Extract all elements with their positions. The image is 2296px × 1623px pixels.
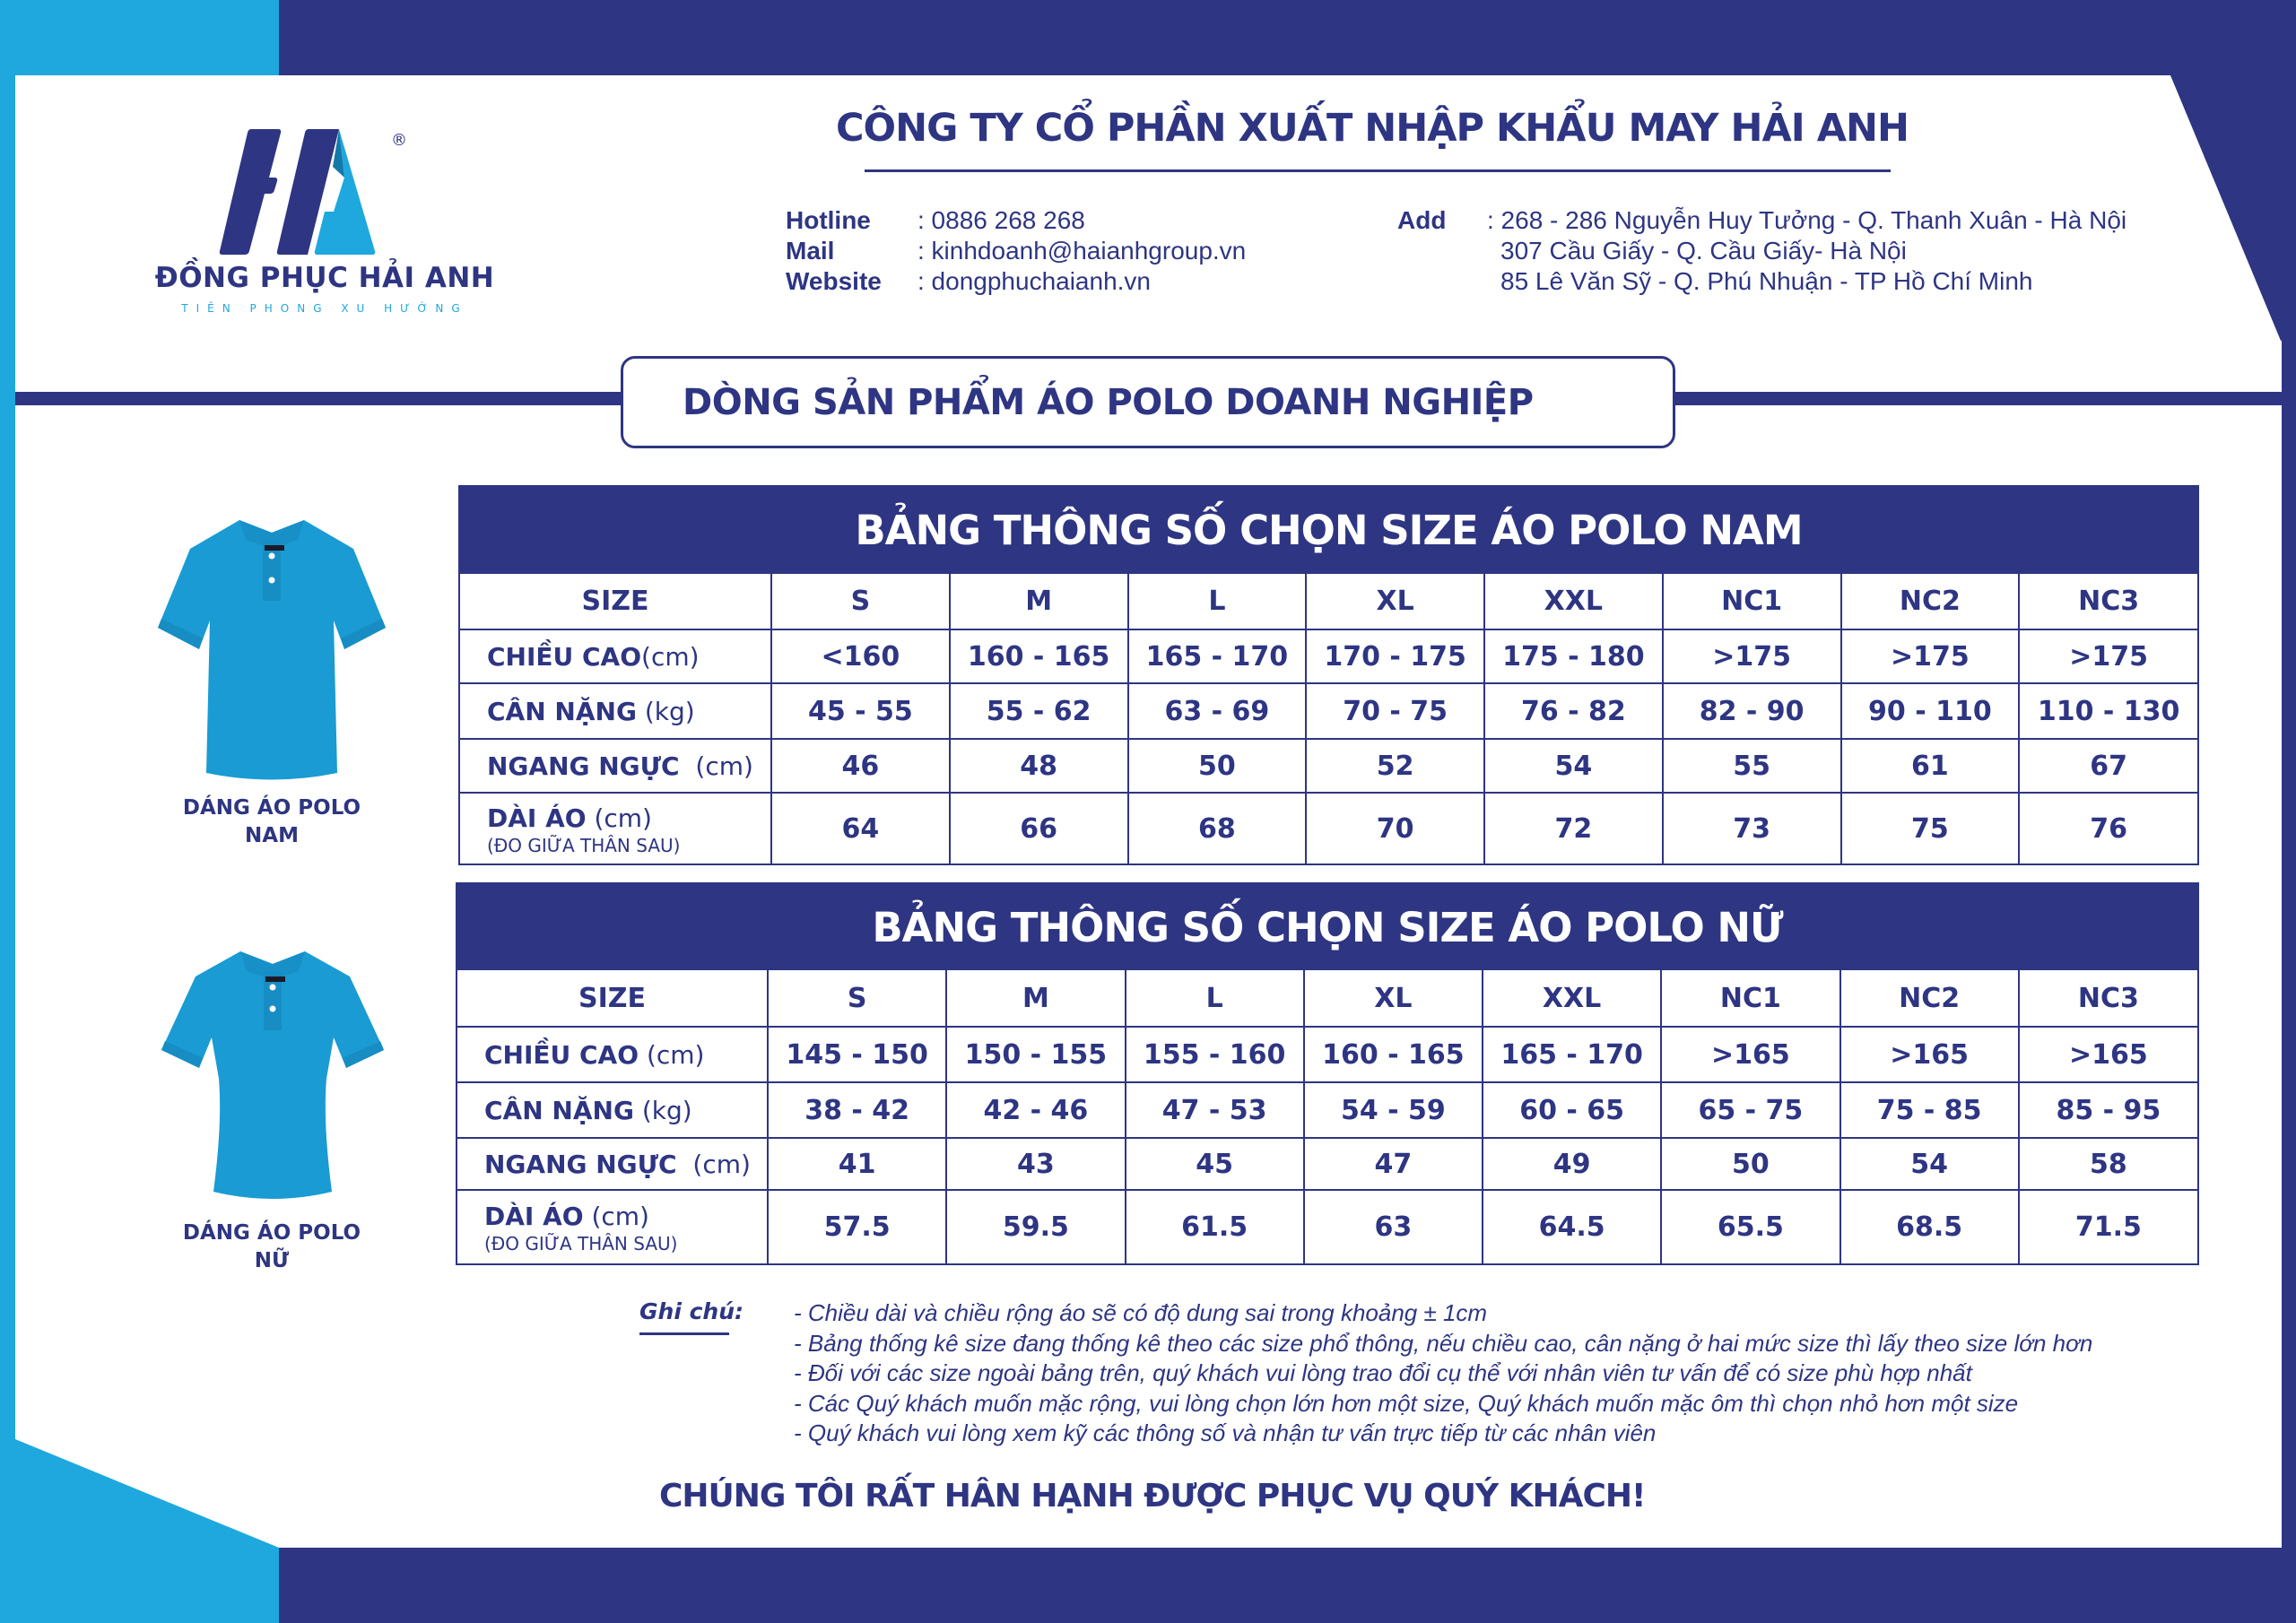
mail-label: Mail [786,237,835,265]
table-cell: 71.5 [2019,1190,2197,1263]
size-col-nc1: NC1 [1661,970,1839,1027]
women-shirt-caption [154,1219,389,1275]
logo-brand-name: ĐỒNG PHỤC HẢI ANH [154,262,495,294]
polo-shirt-men-icon [154,513,389,786]
notes-label: Ghi chú: [639,1298,744,1324]
table-cell: 68 [1128,793,1307,864]
table-cell: 46 [771,739,950,793]
table-row [460,683,2197,739]
table-cell: 90 - 110 [1841,683,2020,739]
table-cell: 63 - 69 [1128,683,1307,739]
table-cell: 61.5 [1126,1190,1304,1263]
table-row [457,970,2197,1027]
size-header-label: SIZE [460,574,771,629]
size-col-xl: XL [1304,970,1483,1027]
table-cell: 41 [768,1138,946,1190]
table-cell: 165 - 170 [1128,629,1307,683]
website-value[interactable]: : dongphuchaianh.vn [918,267,1151,295]
contact-website [786,266,1246,297]
table-cell: 65.5 [1661,1190,1839,1263]
table-row [457,1138,2197,1190]
table-cell: 43 [946,1138,1125,1190]
notes-list [794,1298,2092,1449]
table-row [460,793,2197,864]
address-line-2 [1397,236,2126,266]
hotline-value[interactable]: : 0886 268 268 [918,206,1085,234]
table-cell: 54 - 59 [1304,1082,1483,1138]
note-item: - Bảng thống kê size đang thống kê theo các size phổ thông, nếu chiều cao, cân nặng ở hai mức size thì lấy theo size lớn hơn [794,1329,2093,1357]
registered-mark: ® [391,131,407,150]
table-cell: 175 - 180 [1484,629,1663,683]
logo-tagline: TIÊN PHONG XU HƯỚNG [181,302,468,315]
address-line-1 [1397,205,2126,236]
table-cell: 68.5 [1840,1190,2019,1263]
row-label-height: CHIỀU CAO (cm) [457,1027,768,1082]
note-item: - Các Quý khách muốn mặc rộng, vui lòng chọn lớn hơn một size, Quý khách muốn mặc ôm thì chọn nhỏ hơn một size [794,1389,2019,1417]
table-cell: 76 - 82 [1484,683,1663,739]
size-col-s: S [768,970,946,1027]
table-cell: 67 [2019,739,2197,793]
men-size-grid [460,574,2197,864]
table-cell: 54 [1484,739,1663,793]
size-col-s: S [771,574,950,629]
table-cell: 57.5 [768,1190,946,1263]
table-cell: 59.5 [946,1190,1125,1263]
size-col-nc2: NC2 [1841,574,2020,629]
women-size-grid [457,970,2197,1263]
table-row [457,1082,2197,1138]
product-line-title: DÒNG SẢN PHẨM ÁO POLO DOANH NGHIỆP [683,381,1534,423]
table-cell: >165 [1661,1027,1839,1082]
table-cell: 48 [950,739,1128,793]
table-cell: 58 [2019,1138,2197,1190]
table-cell: 75 [1841,793,2020,864]
table-cell: 63 [1304,1190,1483,1263]
hai-anh-ha-logo-icon [215,124,439,258]
table-cell: 66 [950,793,1128,864]
table-row [457,1190,2197,1263]
size-col-nc2: NC2 [1840,970,2019,1027]
table-cell: 49 [1483,1138,1661,1190]
note-item: - Chiều dài và chiều rộng áo sẽ có độ dung sai trong khoảng ± 1cm [794,1299,1488,1326]
row-label-length: DÀI ÁO (cm) (ĐO GIỮA THÂN SAU) [457,1190,768,1263]
table-cell: >175 [1663,629,1841,683]
table-cell: <160 [771,629,950,683]
table-row [457,1027,2197,1082]
men-caption-line1: DÁNG ÁO POLO [182,796,361,820]
table-cell: 70 [1306,793,1484,864]
size-col-nc1: NC1 [1663,574,1841,629]
mail-value[interactable]: : kinhdoanh@haianhgroup.vn [918,237,1247,265]
table-cell: 165 - 170 [1483,1027,1661,1082]
men-size-table [458,485,2199,865]
size-col-xxl: XXL [1483,970,1661,1027]
notes-label-underline [639,1332,729,1335]
women-table-title: BẢNG THÔNG SỐ CHỌN SIZE ÁO POLO NỮ [457,884,2197,970]
table-cell: >165 [2019,1027,2197,1082]
contact-hotline [786,205,1246,236]
table-row [460,574,2197,629]
product-line-banner [621,356,1675,448]
table-cell: 47 - 53 [1126,1082,1304,1138]
size-col-l: L [1128,574,1307,629]
table-cell: 75 - 85 [1840,1082,2019,1138]
note-item: - Đối với các size ngoài bảng trên, quý khách vui lòng trao đổi cụ thể với nhân viên tư vấn để có size phù hợp nhất [794,1359,1972,1386]
table-row [460,739,2197,793]
table-cell: 47 [1304,1138,1483,1190]
table-cell: 160 - 165 [1304,1027,1483,1082]
men-shirt-caption [154,794,389,850]
table-cell: 150 - 155 [946,1027,1125,1082]
table-cell: 60 - 65 [1483,1082,1661,1138]
row-label-height: CHIỀU CAO(cm) [460,629,771,683]
company-title-underline [865,169,1891,172]
size-header-label: SIZE [457,970,768,1027]
table-cell: 155 - 160 [1126,1027,1304,1082]
size-col-m: M [946,970,1125,1027]
table-cell: >165 [1840,1027,2019,1082]
table-cell: 42 - 46 [946,1082,1125,1138]
table-cell: 82 - 90 [1663,683,1841,739]
table-cell: 76 [2019,793,2197,864]
size-col-xxl: XXL [1484,574,1663,629]
size-col-xl: XL [1306,574,1484,629]
address-value-3: 85 Lê Văn Sỹ - Q. Phú Nhuận - TP Hồ Chí Minh [1500,267,2033,295]
table-cell: 45 - 55 [771,683,950,739]
row-label-weight: CÂN NẶNG (kg) [460,683,771,739]
table-cell: 145 - 150 [768,1027,946,1082]
address-info [1397,205,2126,297]
size-col-nc3: NC3 [2019,970,2197,1027]
closing-message: CHÚNG TÔI RẤT HÂN HẠNH ĐƯỢC PHỤC VỤ QUÝ KHÁCH! [659,1478,1646,1515]
table-cell: >175 [2019,629,2197,683]
women-caption-line1: DÁNG ÁO POLO [182,1221,361,1245]
note-item: - Quý khách vui lòng xem kỹ các thông số và nhận tư vấn trực tiếp từ các nhân viên [794,1419,1657,1446]
table-cell: 61 [1841,739,2020,793]
row-label-chest: NGANG NGỰC (cm) [457,1138,768,1190]
table-row [460,629,2197,683]
row-label-length: DÀI ÁO (cm) (ĐO GIỮA THÂN SAU) [460,793,771,864]
table-cell: 45 [1126,1138,1304,1190]
table-cell: 38 - 42 [768,1082,946,1138]
table-cell: 73 [1663,793,1841,864]
table-cell: 50 [1128,739,1307,793]
polo-shirt-women-icon [158,944,387,1204]
company-title: CÔNG TY CỔ PHẦN XUẤT NHẬP KHẨU MAY HẢI ANH [835,106,1909,151]
women-caption-line2: NỮ [254,1249,290,1272]
table-cell: 70 - 75 [1306,683,1484,739]
row-label-weight: CÂN NẶNG (kg) [457,1082,768,1138]
men-table-title: BẢNG THÔNG SỐ CHỌN SIZE ÁO POLO NAM [460,487,2197,574]
table-cell: 64.5 [1483,1190,1661,1263]
table-cell: 50 [1661,1138,1839,1190]
contact-mail [786,236,1246,266]
row-label-chest: NGANG NGỰC (cm) [460,739,771,793]
table-cell: 110 - 130 [2019,683,2197,739]
address-label: Add [1397,206,1447,234]
size-col-nc3: NC3 [2019,574,2197,629]
women-size-table [456,882,2199,1265]
hotline-label: Hotline [786,206,871,234]
company-logo [144,117,502,332]
address-line-3 [1397,266,2126,297]
table-cell: 55 - 62 [950,683,1128,739]
men-caption-line2: NAM [245,824,299,847]
table-cell: 64 [771,793,950,864]
size-col-m: M [950,574,1128,629]
address-value-2: 307 Cầu Giấy - Q. Cầu Giấy- Hà Nội [1500,237,1907,265]
table-cell: 54 [1840,1138,2019,1190]
table-cell: 160 - 165 [950,629,1128,683]
table-cell: >175 [1841,629,2020,683]
contact-info [786,205,1246,297]
table-cell: 65 - 75 [1661,1082,1839,1138]
table-cell: 55 [1663,739,1841,793]
table-cell: 52 [1306,739,1484,793]
website-label: Website [786,267,882,295]
table-cell: 85 - 95 [2019,1082,2197,1138]
address-value-1: : 268 - 286 Nguyễn Huy Tưởng - Q. Thanh Xuân - Hà Nội [1487,206,2127,234]
table-cell: 170 - 175 [1306,629,1484,683]
table-cell: 72 [1484,793,1663,864]
size-col-l: L [1126,970,1304,1027]
